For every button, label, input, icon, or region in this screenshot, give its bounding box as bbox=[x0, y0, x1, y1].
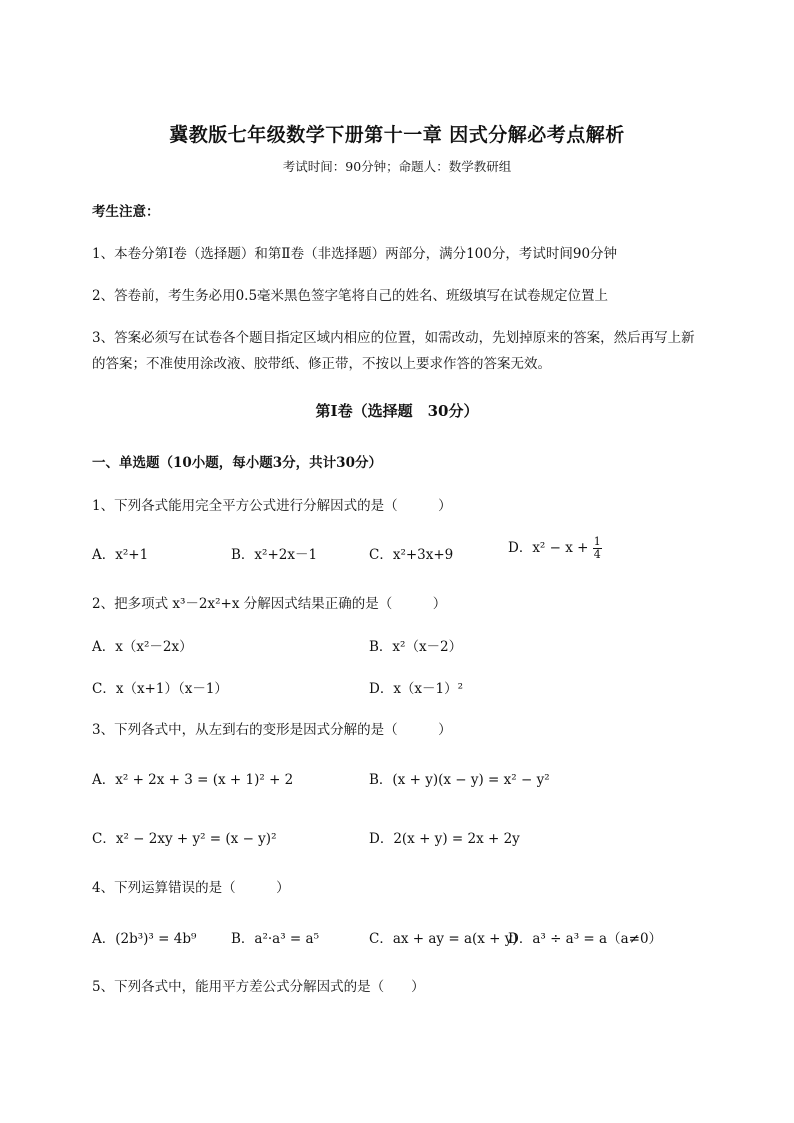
question-1-stem: 1、下列各式能用完全平方公式进行分解因式的是（ ） bbox=[92, 498, 452, 514]
fraction-one-quarter bbox=[593, 536, 602, 561]
part1-title: 第Ⅰ卷（选择题 30分） bbox=[315, 402, 479, 420]
question-4-option-b: B．a²·a³ = a⁵ bbox=[231, 931, 319, 947]
question-1-option-c: C．x²+3x+9 bbox=[369, 547, 454, 563]
question-1-option-d bbox=[508, 536, 602, 561]
document-subtitle: 考试时间：90分钟；命题人：数学教研组 bbox=[282, 159, 512, 174]
fraction-denominator: 4 bbox=[593, 548, 601, 561]
question-3-option-c: C．x² − 2xy + y² = (x − y)² bbox=[92, 831, 277, 847]
question-1-option-b: B．x²+2x－1 bbox=[231, 547, 318, 563]
question-2-option-a: A．x（x²－2x） bbox=[92, 639, 193, 655]
notice-item-3-continued: 的答案；不准使用涂改液、胶带纸、修正带，不按以上要求作答的答案无效。 bbox=[92, 356, 551, 372]
question-1-option-a: A．x²+1 bbox=[92, 547, 149, 563]
notice-heading: 考生注意： bbox=[92, 204, 160, 220]
section1-title: 一、单选题（10小题，每小题3分，共计30分） bbox=[92, 455, 382, 471]
question-4-option-c: C．ax + ay = a(x + y) bbox=[369, 931, 518, 947]
fraction-numerator: 1 bbox=[593, 535, 601, 548]
question-2-stem: 2、把多项式 x³－2x²+x 分解因式结果正确的是（ ） bbox=[92, 596, 447, 612]
notice-item-3: 3、答案必须写在试卷各个题目指定区域内相应的位置，如需改动，先划掉原来的答案，然后再写上新 bbox=[92, 330, 695, 346]
question-3-option-b: B．(x + y)(x − y) = x² − y² bbox=[369, 772, 550, 788]
question-3-option-a: A．x² + 2x + 3 = (x + 1)² + 2 bbox=[92, 772, 294, 788]
question-4-stem: 4、下列运算错误的是（ ） bbox=[92, 880, 290, 896]
question-4-option-d: D．a³ ÷ a³ = a（a≠0） bbox=[508, 931, 663, 947]
question-2-option-c: C．x（x+1）（x－1） bbox=[92, 681, 228, 697]
question-1-option-d-text: D．x² − x + bbox=[508, 540, 589, 556]
question-2-option-d: D．x（x－1）² bbox=[369, 681, 464, 697]
document-title: 冀教版七年级数学下册第十一章 因式分解必考点解析 bbox=[169, 124, 625, 146]
question-4-option-a: A．(2b³)³ = 4b⁹ bbox=[92, 931, 197, 947]
question-5-stem: 5、下列各式中，能用平方差公式分解因式的是（ ） bbox=[92, 979, 425, 995]
question-2-option-b: B．x²（x－2） bbox=[369, 639, 463, 655]
question-3-option-d: D．2(x + y) = 2x + 2y bbox=[369, 831, 520, 847]
notice-item-2: 2、答卷前，考生务必用0.5毫米黑色签字笔将自己的姓名、班级填写在试卷规定位置上 bbox=[92, 288, 609, 304]
notice-item-1: 1、本卷分第Ⅰ卷（选择题）和第Ⅱ卷（非选择题）两部分，满分100分，考试时间90分钟 bbox=[92, 246, 618, 262]
question-3-stem: 3、下列各式中，从左到右的变形是因式分解的是（ ） bbox=[92, 722, 452, 738]
